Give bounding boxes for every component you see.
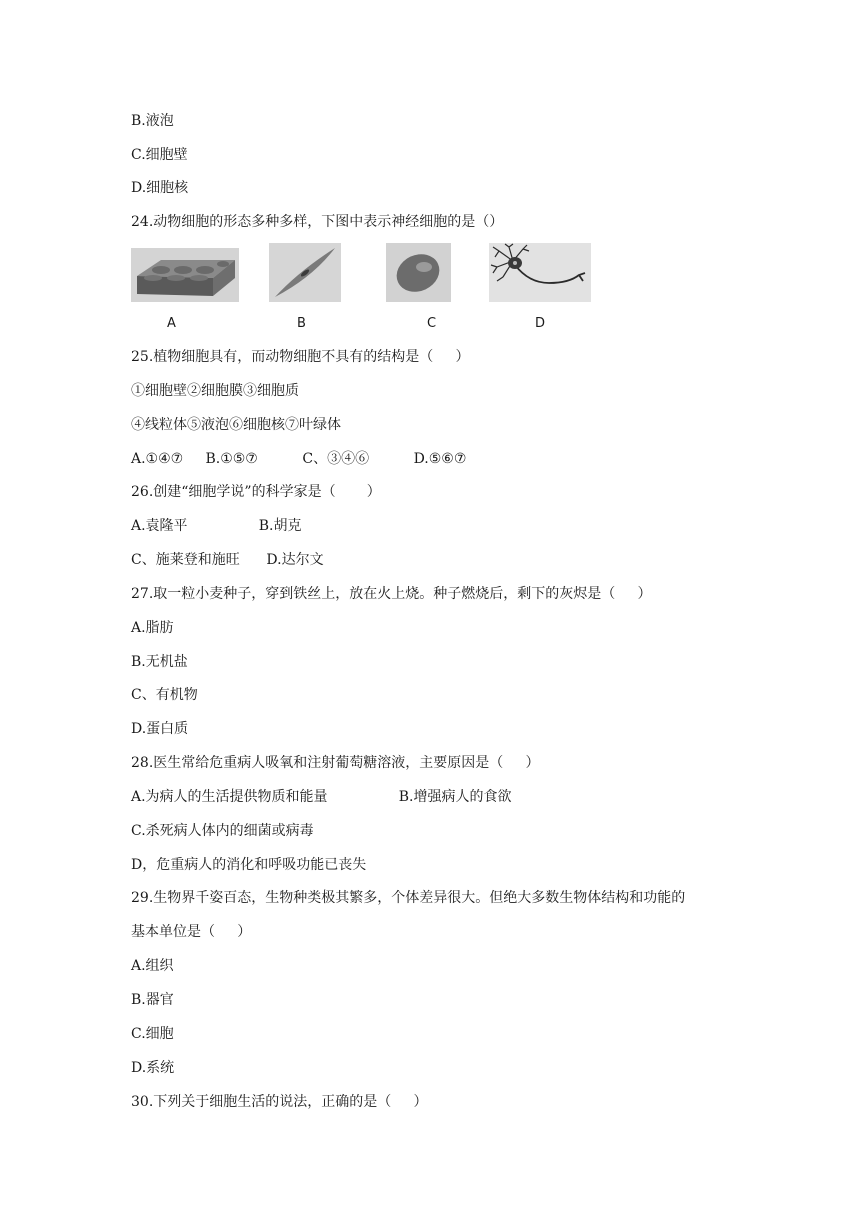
question-30: 30.下列关于细胞生活的说法，正确的是（ ） xyxy=(131,1094,428,1110)
answer-option: D.蛋白质 xyxy=(131,721,189,737)
text-line: ④线粒体⑤液泡⑥细胞核⑦叶绿体 xyxy=(131,417,341,433)
answer-option: B.器官 xyxy=(131,992,174,1008)
answer-option: B.无机盐 xyxy=(131,654,188,670)
figure-c-blood-cell xyxy=(386,243,451,302)
question-27: 27.取一粒小麦种子，穿到铁丝上，放在火上烧。种子燃烧后，剩下的灰烬是（ ） xyxy=(131,586,652,602)
answer-option: A.脂肪 xyxy=(131,620,174,636)
figure-b-muscle-cell xyxy=(269,243,341,302)
answer-options: A.袁隆平 B.胡克 xyxy=(131,518,302,534)
answer-options: C、施莱登和施旺 D.达尔文 xyxy=(131,552,324,568)
figure-label-b: B xyxy=(297,316,306,331)
question-26: 26.创建“细胞学说”的科学家是（ ） xyxy=(131,484,381,500)
question-28: 28.医生常给危重病人吸氧和注射葡萄糖溶液，主要原因是（ ） xyxy=(131,755,540,771)
text-line: 基本单位是（ ） xyxy=(131,924,252,940)
figure-a-epithelial-cells xyxy=(131,248,239,302)
answer-option: C.细胞 xyxy=(131,1026,174,1042)
text-line: B.液泡 xyxy=(131,113,174,129)
answer-option: A.组织 xyxy=(131,958,174,974)
question-25: 25.植物细胞具有，而动物细胞不具有的结构是（ ） xyxy=(131,349,470,365)
answer-option: C、有机物 xyxy=(131,687,198,703)
answer-option: D，危重病人的消化和呼吸功能已丧失 xyxy=(131,857,367,873)
answer-options: A.①④⑦ B.①⑤⑦ C、③④⑥ D.⑤⑥⑦ xyxy=(131,451,467,467)
question-24: 24.动物细胞的形态多种多样，下图中表示神经细胞的是（） xyxy=(131,214,504,230)
figure-label-c: C xyxy=(427,316,437,331)
text-line: C.细胞壁 xyxy=(131,147,188,163)
answer-option: C.杀死病人体内的细菌或病毒 xyxy=(131,823,314,839)
question-29: 29.生物界千姿百态，生物种类极其繁多，个体差异很大。但绝大多数生物体结构和功能的 xyxy=(131,890,686,906)
figure-label-a: A xyxy=(167,316,176,331)
text-line: ①细胞壁②细胞膜③细胞质 xyxy=(131,383,299,399)
figure-label-d: D xyxy=(535,316,546,331)
answer-option: D.系统 xyxy=(131,1060,175,1076)
answer-options: A.为病人的生活提供物质和能量 B.增强病人的食欲 xyxy=(131,789,512,805)
text-line: D.细胞核 xyxy=(131,180,189,196)
figure-d-neuron xyxy=(489,243,591,302)
